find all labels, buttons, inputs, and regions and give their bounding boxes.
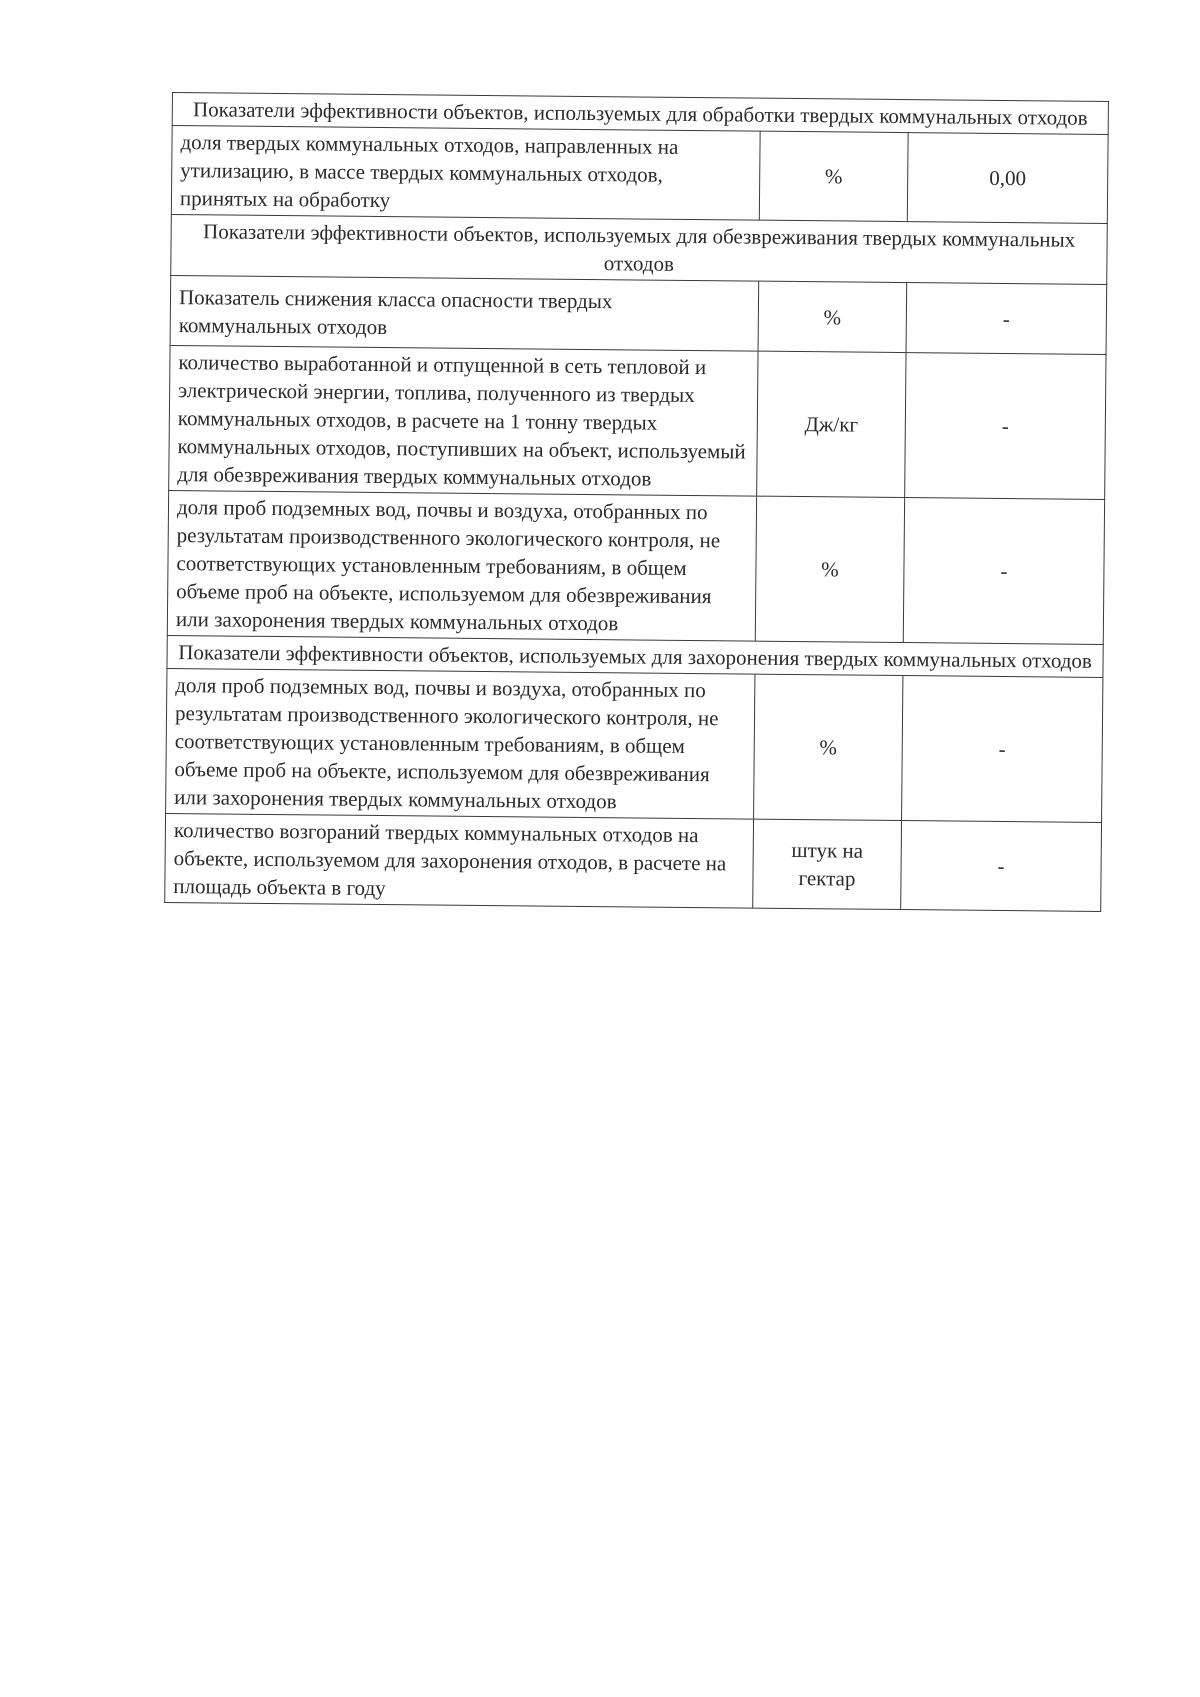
indicators-table xyxy=(164,92,1109,912)
indicator-value: - xyxy=(906,283,1107,355)
indicator-unit: % xyxy=(755,496,904,642)
indicator-value: - xyxy=(901,821,1102,912)
indicator-description: количество возгораний твердых коммунальных отходов на объекте, используемом для захоронения отходов, в расчете на площадь объекта в году xyxy=(165,813,754,908)
indicator-value: - xyxy=(905,353,1106,500)
table-row xyxy=(171,126,1108,224)
indicator-unit: % xyxy=(758,281,907,352)
indicator-description: доля твердых коммунальных отходов, направленных на утилизацию, в массе твердых коммунальных отходов, принятых на обработку xyxy=(171,126,760,221)
table-row xyxy=(167,490,1104,644)
section-title: Показатели эффективности объектов, используемых для обезвреживания твердых коммунальных отходов xyxy=(171,214,1108,284)
table-row xyxy=(170,275,1107,354)
table-row xyxy=(166,668,1103,822)
indicator-value: - xyxy=(903,498,1104,645)
section-title: Показатели эффективности объектов, используемых для захоронения твердых коммунальных отходов xyxy=(167,635,1103,677)
indicator-description: количество выработанной и отпущенной в сеть тепловой и электрической энергии, топлива, полученного из твердых коммунальных отходов, в расчете на 1 тонну твердых коммунальных отходов, поступивших на объект, используемый для обезвреживания твердых коммунальных отходов xyxy=(169,345,758,496)
indicator-unit: Дж/кг xyxy=(757,351,906,497)
section-title: Показатели эффективности объектов, используемых для обработки твердых коммунальных отходов xyxy=(172,93,1108,135)
indicator-value: - xyxy=(902,676,1103,823)
indicator-description: Показатель снижения класса опасности твердых коммунальных отходов xyxy=(170,275,759,351)
table-row xyxy=(169,345,1106,499)
indicator-description: доля проб подземных вод, почвы и воздуха, отобранных по результатам производственного экологического контроля, не соответствующих установленным требованиям, в общем объеме проб на объекте, используемом для обезвреживания или захоронения твердых коммунальных отходов xyxy=(167,490,756,641)
table-row xyxy=(165,813,1102,911)
section-header-row xyxy=(171,214,1108,284)
indicator-unit: % xyxy=(759,131,908,221)
indicator-unit: штук на гектар xyxy=(753,819,902,909)
indicator-value: 0,00 xyxy=(907,133,1108,224)
indicator-unit: % xyxy=(754,674,903,820)
indicator-description: доля проб подземных вод, почвы и воздуха, отобранных по результатам производственного экологического контроля, не соответствующих установленным требованиям, в общем объеме проб на объекте, используемом для обезвреживания или захоронения твердых коммунальных отходов xyxy=(166,668,755,819)
